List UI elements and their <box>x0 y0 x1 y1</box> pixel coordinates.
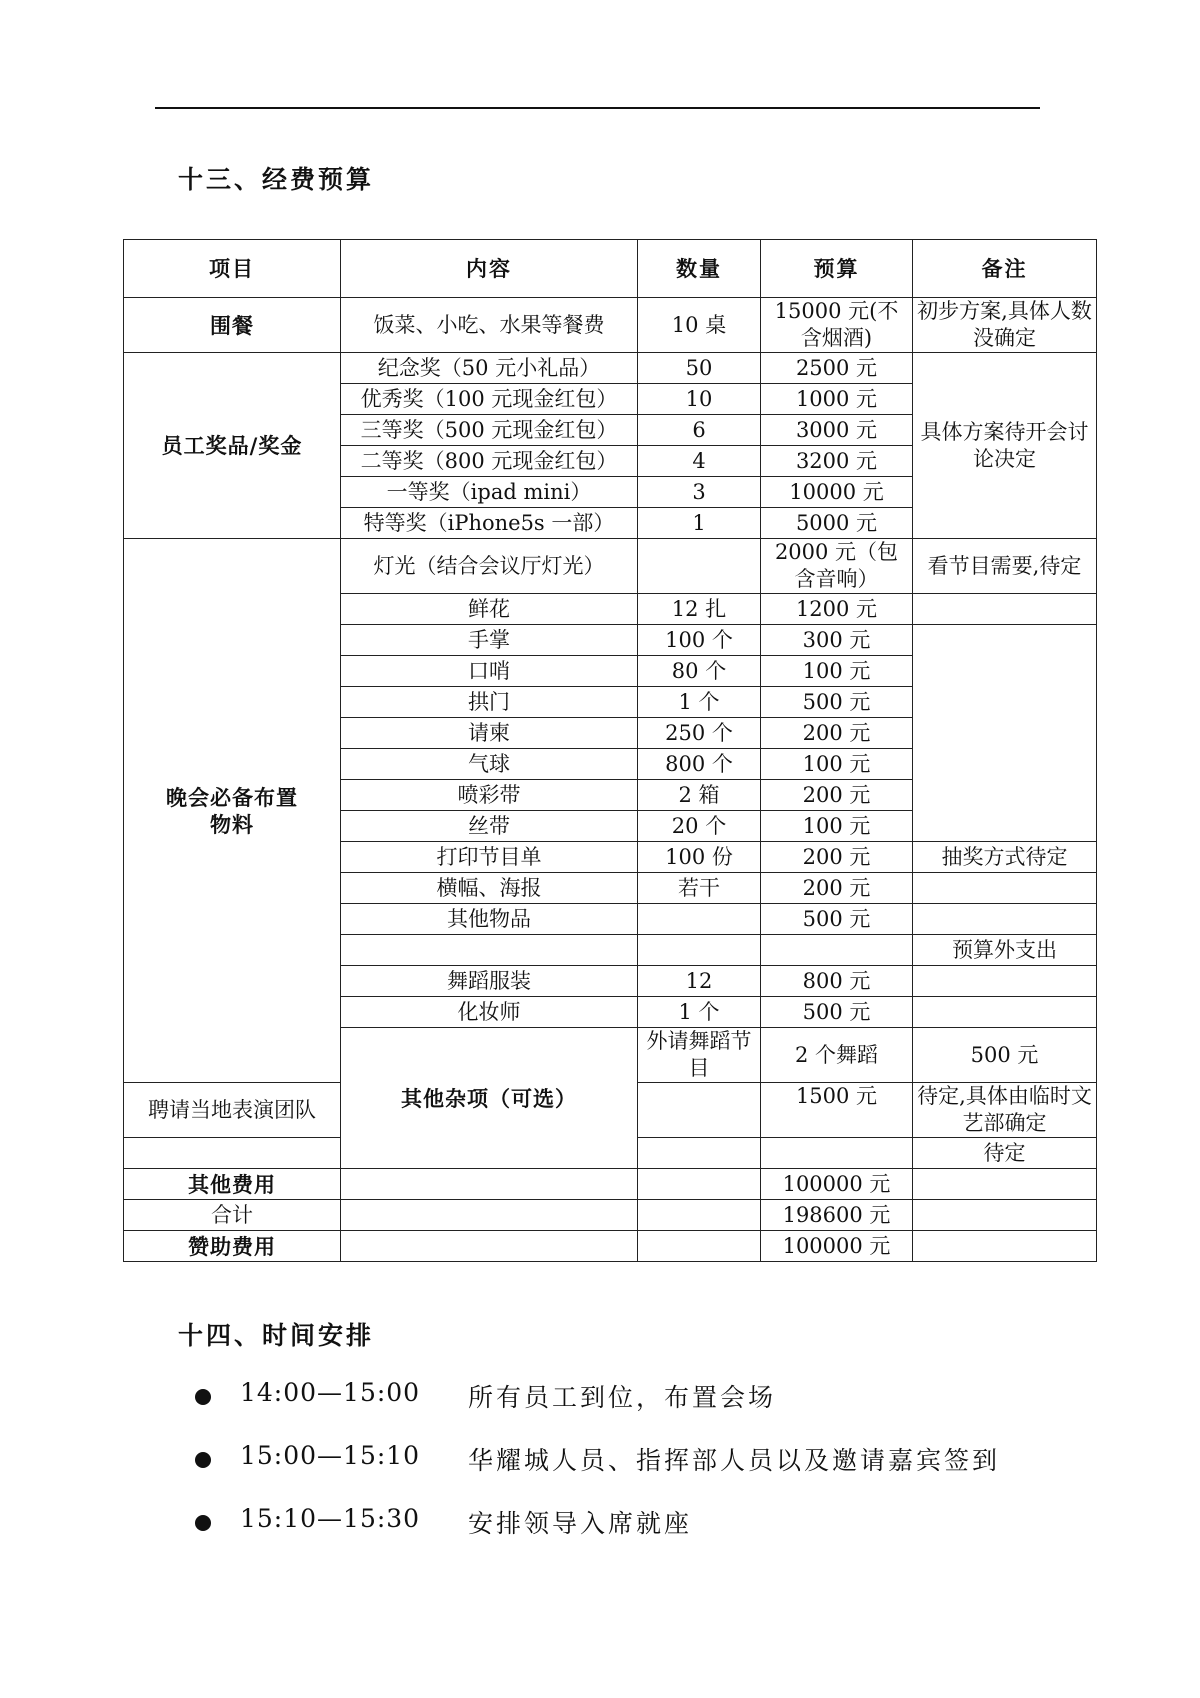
budget-cell: 10000 元 <box>761 477 913 508</box>
budget-cell: 5000 元 <box>761 508 913 539</box>
qty-cell: 1 个 <box>638 997 761 1028</box>
table-row <box>124 1169 1097 1200</box>
header-note: 备注 <box>913 240 1097 298</box>
qty-cell: 2 个舞蹈 <box>761 1028 913 1083</box>
content-cell: 丝带 <box>341 811 638 842</box>
budget-cell: 800 元 <box>761 966 913 997</box>
schedule-item <box>195 1504 1095 1544</box>
budget-cell: 2500 元 <box>761 353 913 384</box>
budget-cell: 300 元 <box>761 625 913 656</box>
note-cell <box>913 594 1097 625</box>
qty-cell: 100 个 <box>638 625 761 656</box>
content-cell: 优秀奖（100 元现金红包） <box>341 384 638 415</box>
item-cell: 员工奖品/奖金 <box>124 353 341 539</box>
budget-cell: 3000 元 <box>761 415 913 446</box>
note-cell <box>913 1169 1097 1200</box>
note-cell: 待定,具体由临时文艺部确定 <box>913 1083 1097 1138</box>
bullet-icon <box>195 1515 211 1531</box>
qty-cell: 10 <box>638 384 761 415</box>
table-row <box>124 1231 1097 1262</box>
qty-cell: 1 <box>638 508 761 539</box>
schedule-time: 15:10—15:30 <box>240 1504 421 1533</box>
content-cell: 化妆师 <box>341 997 638 1028</box>
qty-cell <box>638 539 761 594</box>
budget-cell: 198600 元 <box>761 1200 913 1231</box>
qty-cell: 10 桌 <box>638 298 761 353</box>
note-cell: 看节目需要,待定 <box>913 539 1097 594</box>
item-cell: 围餐 <box>124 298 341 353</box>
content-cell: 口哨 <box>341 656 638 687</box>
budget-cell: 1000 元 <box>761 384 913 415</box>
content-cell: 舞蹈服装 <box>341 966 638 997</box>
section-title-budget: 十三、经费预算 <box>178 165 375 194</box>
content-cell: 饭菜、小吃、水果等餐费 <box>341 298 638 353</box>
content-cell: 喷彩带 <box>341 780 638 811</box>
content-cell <box>341 1200 638 1231</box>
content-cell: 三等奖（500 元现金红包） <box>341 415 638 446</box>
schedule-desc: 安排领导入席就座 <box>468 1509 693 1538</box>
qty-cell: 2 箱 <box>638 780 761 811</box>
qty-cell <box>638 1231 761 1262</box>
header-item: 项目 <box>124 240 341 298</box>
content-cell: 横幅、海报 <box>341 873 638 904</box>
header-budget: 预算 <box>761 240 913 298</box>
budget-cell: 200 元 <box>761 842 913 873</box>
qty-cell <box>638 1169 761 1200</box>
content-cell: 手掌 <box>341 625 638 656</box>
content-cell: 请柬 <box>341 718 638 749</box>
qty-cell: 80 个 <box>638 656 761 687</box>
content-cell: 外请舞蹈节目 <box>638 1028 761 1083</box>
qty-cell: 100 份 <box>638 842 761 873</box>
qty-cell <box>638 1138 761 1169</box>
note-cell <box>913 966 1097 997</box>
qty-cell: 若干 <box>638 873 761 904</box>
qty-cell: 250 个 <box>638 718 761 749</box>
content-cell: 二等奖（800 元现金红包） <box>341 446 638 477</box>
budget-cell: 100000 元 <box>761 1169 913 1200</box>
budget-cell: 200 元 <box>761 780 913 811</box>
budget-cell: 1200 元 <box>761 594 913 625</box>
bullet-icon <box>195 1389 211 1405</box>
content-cell: 气球 <box>341 749 638 780</box>
content-cell <box>341 935 638 966</box>
content-cell: 鲜花 <box>341 594 638 625</box>
header-rule <box>155 107 1040 109</box>
qty-cell: 20 个 <box>638 811 761 842</box>
schedule-time: 14:00—15:00 <box>240 1378 421 1407</box>
qty-cell: 50 <box>638 353 761 384</box>
content-cell <box>124 1138 341 1169</box>
content-cell: 一等奖（ipad mini） <box>341 477 638 508</box>
content-cell <box>341 1231 638 1262</box>
budget-cell: 100000 元 <box>761 1231 913 1262</box>
schedule-item <box>195 1378 1095 1418</box>
header-qty: 数量 <box>638 240 761 298</box>
note-cell: 初步方案,具体人数没确定 <box>913 298 1097 353</box>
budget-cell: 3200 元 <box>761 446 913 477</box>
item-cell: 合计 <box>124 1200 341 1231</box>
budget-cell: 500 元 <box>761 997 913 1028</box>
qty-cell: 1 个 <box>638 687 761 718</box>
budget-cell: 100 元 <box>761 749 913 780</box>
content-cell: 灯光（结合会议厅灯光） <box>341 539 638 594</box>
bullet-icon <box>195 1452 211 1468</box>
schedule-item <box>195 1441 1095 1481</box>
schedule-time: 15:00—15:10 <box>240 1441 421 1470</box>
budget-cell: 500 元 <box>913 1028 1097 1083</box>
schedule-desc: 华耀城人员、指挥部人员以及邀请嘉宾签到 <box>468 1446 1001 1475</box>
table-row <box>124 298 1097 353</box>
item-cell: 赞助费用 <box>124 1231 341 1262</box>
budget-table <box>123 239 1097 1262</box>
table-header-row <box>124 240 1097 298</box>
qty-cell: 4 <box>638 446 761 477</box>
budget-cell <box>761 1138 913 1169</box>
note-cell <box>913 997 1097 1028</box>
section-title-schedule: 十四、时间安排 <box>178 1321 375 1350</box>
qty-cell: 12 扎 <box>638 594 761 625</box>
item-cell: 其他杂项（可选） <box>341 1028 638 1169</box>
table-row <box>124 539 1097 594</box>
budget-cell: 15000 元(不含烟酒) <box>761 298 913 353</box>
table-row <box>124 353 1097 384</box>
content-cell: 拱门 <box>341 687 638 718</box>
qty-cell <box>638 904 761 935</box>
note-cell: 待定 <box>913 1138 1097 1169</box>
content-cell: 打印节目单 <box>341 842 638 873</box>
item-cell: 晚会必备布置物料 <box>124 539 341 1083</box>
qty-cell <box>638 1200 761 1231</box>
budget-cell: 100 元 <box>761 656 913 687</box>
content-cell: 纪念奖（50 元小礼品） <box>341 353 638 384</box>
qty-cell: 800 个 <box>638 749 761 780</box>
qty-cell <box>638 1083 761 1138</box>
content-cell: 聘请当地表演团队 <box>124 1083 341 1138</box>
budget-cell: 1500 元 <box>761 1083 913 1138</box>
note-cell-empty <box>913 625 1097 842</box>
qty-cell: 3 <box>638 477 761 508</box>
note-cell <box>913 1200 1097 1231</box>
qty-cell: 6 <box>638 415 761 446</box>
budget-cell: 500 元 <box>761 904 913 935</box>
budget-cell: 100 元 <box>761 811 913 842</box>
budget-cell <box>761 935 913 966</box>
budget-cell: 200 元 <box>761 873 913 904</box>
item-cell: 其他费用 <box>124 1169 341 1200</box>
note-cell: 抽奖方式待定 <box>913 842 1097 873</box>
content-cell <box>341 1169 638 1200</box>
qty-cell <box>638 935 761 966</box>
content-cell: 其他物品 <box>341 904 638 935</box>
content-cell: 特等奖（iPhone5s 一部） <box>341 508 638 539</box>
schedule-desc: 所有员工到位，布置会场 <box>468 1383 777 1412</box>
table-row <box>124 1200 1097 1231</box>
header-content: 内容 <box>341 240 638 298</box>
budget-cell: 200 元 <box>761 718 913 749</box>
note-cell <box>913 873 1097 904</box>
note-cell <box>913 1231 1097 1262</box>
qty-cell: 12 <box>638 966 761 997</box>
note-cell <box>913 904 1097 935</box>
note-cell: 具体方案待开会讨论决定 <box>913 353 1097 539</box>
budget-cell: 500 元 <box>761 687 913 718</box>
budget-cell: 2000 元（包含音响） <box>761 539 913 594</box>
note-cell: 预算外支出 <box>913 935 1097 966</box>
